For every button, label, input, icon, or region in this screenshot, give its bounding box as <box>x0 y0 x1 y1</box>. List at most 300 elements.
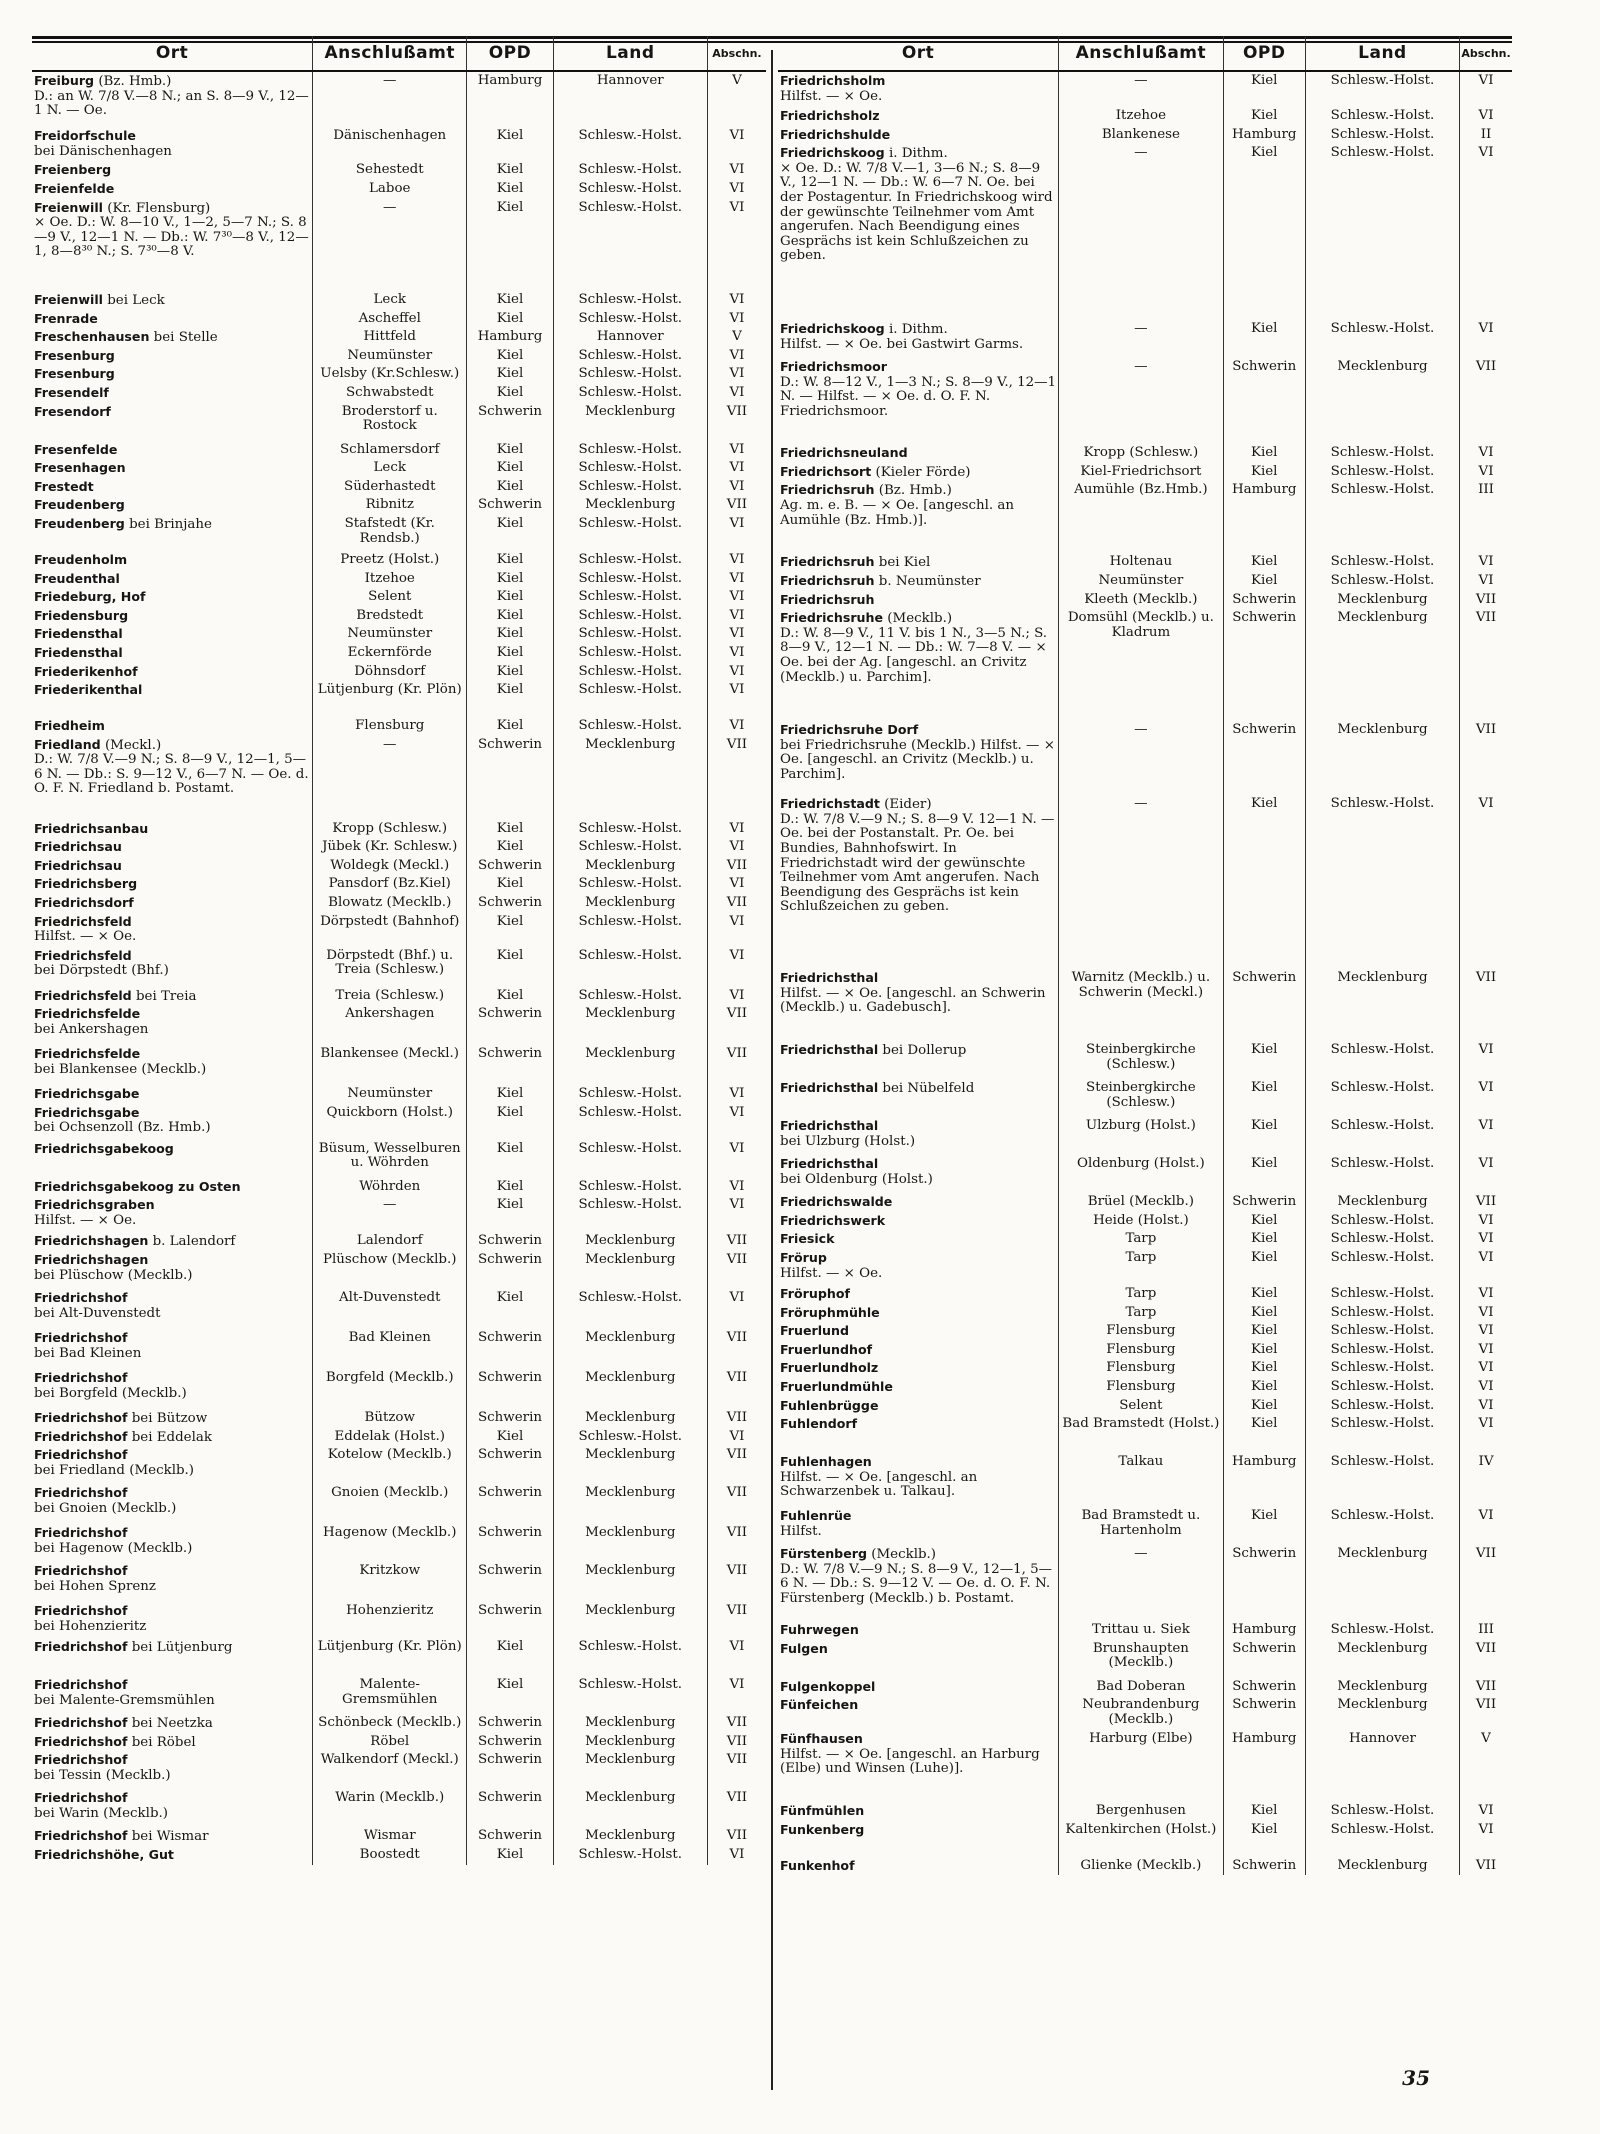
abschn-cell: VI <box>1460 1079 1512 1117</box>
land-cell: Schlesw.-Holst. <box>553 663 707 682</box>
place-name: Fürstenberg <box>780 1546 867 1562</box>
anschlussamt-cell: Eddelak (Holst.) <box>313 1428 467 1447</box>
place-name: Friedrichsgabe <box>34 1104 140 1120</box>
opd-cell: Kiel <box>1223 463 1305 482</box>
place-cell <box>32 1602 313 1638</box>
place-cell <box>32 1484 313 1524</box>
place-name: Friedrichsfeld <box>34 987 132 1003</box>
place-name: Freienwill <box>34 291 103 307</box>
place-cell <box>778 1802 1059 1821</box>
abschn-cell: VI <box>1460 553 1512 572</box>
land-cell: Schlesw.-Holst. <box>553 441 707 460</box>
land-cell: Schlesw.-Holst. <box>1305 126 1459 145</box>
abschn-cell: VI <box>1460 144 1512 320</box>
anschlussamt-cell: Bergenhusen <box>1059 1802 1223 1821</box>
table-row <box>32 1329 766 1369</box>
place-cell <box>32 478 313 497</box>
table-row <box>32 1045 766 1085</box>
place-note: bei Tessin (Mecklb.) <box>34 1768 171 1783</box>
column-divider <box>771 50 773 2090</box>
place-cell <box>32 1045 313 1085</box>
place-cell <box>778 1621 1059 1640</box>
land-cell: Schlesw.-Holst. <box>1305 553 1459 572</box>
abschn-cell: VI <box>707 875 766 894</box>
land-cell: Schlesw.-Holst. <box>1305 71 1459 107</box>
opd-cell: Kiel <box>1223 1341 1305 1360</box>
place-name: Fruerlundholz <box>780 1360 879 1376</box>
place-name: Fruerlund <box>780 1323 849 1339</box>
abschn-cell: VI <box>707 310 766 329</box>
place-note: D.: W. 8—12 V., 1—3 N.; S. 8—9 V., 12—1 N. — Hilfst. — × Oe. d. O. F. N. Friedrichsmoor. <box>780 374 1057 419</box>
land-cell: Schlesw.-Holst. <box>1305 1415 1459 1453</box>
land-cell: Mecklenburg <box>553 1789 707 1827</box>
place-cell <box>32 1676 313 1714</box>
abschn-cell: VI <box>707 1289 766 1329</box>
place-name: Friedrichshagen <box>34 1233 149 1249</box>
table-row <box>32 1005 766 1045</box>
table-row <box>778 553 1512 572</box>
abschn-cell: VI <box>707 127 766 161</box>
anschlussamt-cell: Borgfeld (Mecklb.) <box>313 1369 467 1409</box>
place-name: Friedrichsruh <box>780 591 875 607</box>
anschlussamt-cell: Preetz (Holst.) <box>313 551 467 570</box>
place-cell <box>32 441 313 460</box>
table-row <box>778 358 1512 444</box>
land-cell: Hannover <box>553 71 707 127</box>
place-qualifier: bei Bützow <box>127 1411 208 1427</box>
abschn-cell: VI <box>1460 1212 1512 1231</box>
place-cell <box>778 1304 1059 1323</box>
anschlussamt-cell: Kropp (Schlesw.) <box>313 820 467 839</box>
place-note: bei Hohenzieritz <box>34 1618 147 1634</box>
place-name: Fresendorf <box>34 403 111 419</box>
place-name: Frestedt <box>34 478 94 494</box>
land-cell: Schlesw.-Holst. <box>553 820 707 839</box>
opd-cell: Kiel <box>1223 572 1305 591</box>
table-row <box>32 570 766 589</box>
table-row <box>32 384 766 403</box>
place-cell <box>778 1041 1059 1079</box>
table-row <box>778 591 1512 610</box>
anschlussamt-cell: Itzehoe <box>313 570 467 589</box>
place-note: Hilfst. — × Oe. [angeschl. an Harburg (Elbe) und Winsen (Luhe)]. <box>780 1746 1040 1777</box>
opd-cell: Kiel <box>467 199 553 291</box>
header-opd: OPD <box>467 36 553 71</box>
anschlussamt-cell: — <box>1059 795 1223 969</box>
anschlussamt-cell: Dänischenhagen <box>313 127 467 161</box>
place-note: Hilfst. <box>780 1523 822 1539</box>
anschlussamt-cell: Bützow <box>313 1409 467 1428</box>
place-cell <box>32 347 313 366</box>
place-cell <box>32 663 313 682</box>
table-row <box>778 1285 1512 1304</box>
place-cell <box>778 1415 1059 1453</box>
header-anschlussamt: Anschlußamt <box>1059 36 1223 71</box>
land-cell: Schlesw.-Holst. <box>1305 1230 1459 1249</box>
table-row <box>778 481 1512 553</box>
place-name: Friedrichsau <box>34 857 122 873</box>
place-name: Friedeburg, Hof <box>34 589 146 605</box>
place-cell <box>778 1079 1059 1117</box>
anschlussamt-cell: Eckernförde <box>313 644 467 663</box>
abschn-cell: VI <box>707 838 766 857</box>
place-cell <box>778 591 1059 610</box>
opd-cell: Kiel <box>467 1289 553 1329</box>
place-name: Friedrichsberg <box>34 876 138 892</box>
opd-cell: Schwerin <box>467 1369 553 1409</box>
header-land: Land <box>553 36 707 71</box>
place-name: Freiburg <box>34 73 95 88</box>
place-note: bei Dänischenhagen <box>34 143 172 159</box>
table-row <box>32 459 766 478</box>
table-row <box>778 1249 1512 1285</box>
place-cell <box>778 1397 1059 1416</box>
table-row <box>32 1369 766 1409</box>
land-cell: Schlesw.-Holst. <box>1305 1155 1459 1193</box>
land-cell: Schlesw.-Holst. <box>553 1140 707 1178</box>
place-cell <box>32 180 313 199</box>
place-cell <box>32 820 313 839</box>
abschn-cell: VII <box>707 1045 766 1085</box>
place-name: Fulgen <box>780 1640 828 1656</box>
opd-cell: Kiel <box>1223 1802 1305 1821</box>
abschn-cell: VII <box>1460 1696 1512 1730</box>
anschlussamt-cell: Ankershagen <box>313 1005 467 1045</box>
anschlussamt-cell: Ribnitz <box>313 496 467 515</box>
table-row <box>778 1378 1512 1397</box>
land-cell: Schlesw.-Holst. <box>1305 107 1459 126</box>
anschlussamt-cell: Kiel-Friedrichsort <box>1059 463 1223 482</box>
opd-cell: Schwerin <box>467 496 553 515</box>
left-table-body <box>32 71 766 1865</box>
opd-cell: Kiel <box>1223 1397 1305 1416</box>
table-row <box>32 588 766 607</box>
opd-cell: Kiel <box>467 515 553 551</box>
place-cell <box>32 1827 313 1846</box>
place-qualifier: (Meckl.) <box>100 737 162 753</box>
anschlussamt-cell: Dörpstedt (Bahnhof) <box>313 913 467 947</box>
anschlussamt-cell: Tarp <box>1059 1304 1223 1323</box>
land-cell: Schlesw.-Holst. <box>1305 1341 1459 1360</box>
opd-cell: Kiel <box>1223 144 1305 320</box>
abschn-cell: VI <box>707 347 766 366</box>
place-name: Friedrichshof <box>34 1752 128 1768</box>
place-name: Fröruphof <box>780 1285 850 1301</box>
land-cell: Mecklenburg <box>553 1733 707 1752</box>
land-cell: Schlesw.-Holst. <box>1305 144 1459 320</box>
anschlussamt-cell: Stafstedt (Kr. Rendsb.) <box>313 515 467 551</box>
table-row <box>778 320 1512 358</box>
anschlussamt-cell: Bad Kleinen <box>313 1329 467 1369</box>
place-note: Hilfst. — × Oe. <box>780 88 883 104</box>
place-name: Freienfelde <box>34 181 115 196</box>
table-row <box>32 1733 766 1752</box>
place-name: Friesick <box>780 1231 835 1247</box>
place-note: × Oe. D.: W. 8—10 V., 1—2, 5—7 N.; S. 8—9 V., 12—1 N. — Db.: W. 7³⁰—8 V., 12—1, 8—8³⁰ N.; S. 7³⁰—8 V. <box>34 215 309 260</box>
land-cell: Schlesw.-Holst. <box>553 987 707 1006</box>
opd-cell: Schwerin <box>467 1562 553 1602</box>
table-row <box>778 1821 1512 1857</box>
abschn-cell: VII <box>707 403 766 441</box>
anschlussamt-cell: Harburg (Elbe) <box>1059 1730 1223 1802</box>
table-row <box>778 1397 1512 1416</box>
abschn-cell: VII <box>707 496 766 515</box>
anschlussamt-cell: Uelsby (Kr.Schlesw.) <box>313 365 467 384</box>
land-cell: Schlesw.-Holst. <box>1305 1621 1459 1640</box>
abschn-cell: VII <box>707 1602 766 1638</box>
abschn-cell: VI <box>707 625 766 644</box>
abschn-cell: VI <box>1460 1041 1512 1079</box>
place-cell <box>778 1285 1059 1304</box>
anschlussamt-cell: Schönbeck (Mecklb.) <box>313 1714 467 1733</box>
place-cell <box>778 1640 1059 1678</box>
place-qualifier: bei Treia <box>131 988 197 1004</box>
place-note: bei Friedland (Mecklb.) <box>34 1462 195 1478</box>
anschlussamt-cell: Blowatz (Mecklb.) <box>313 894 467 913</box>
abschn-cell: VI <box>1460 463 1512 482</box>
anschlussamt-cell: Wöhrden <box>313 1178 467 1197</box>
opd-cell: Kiel <box>467 291 553 310</box>
land-cell: Schlesw.-Holst. <box>1305 1378 1459 1397</box>
place-qualifier: bei Kiel <box>874 555 931 571</box>
abschn-cell: VI <box>707 987 766 1006</box>
table-row <box>32 478 766 497</box>
place-name: Friedrichshof <box>34 1410 128 1426</box>
anschlussamt-cell: Gnoien (Mecklb.) <box>313 1484 467 1524</box>
place-cell <box>32 1446 313 1484</box>
place-note: × Oe. D.: W. 7/8 V.—1, 3—6 N.; S. 8—9 V., 12—1 N. — Db.: W. 6—7 N. Oe. bei der Postagentur. In Friedrichskoog wird der gewünschte Teilnehmer vom Amt angerufen. Nach Beendigung eines Gesprächs ist kein Schlußzeichen zu geben. <box>780 160 1053 264</box>
abschn-cell: VI <box>1460 795 1512 969</box>
place-name: Friedrichshof <box>34 1330 128 1346</box>
land-cell: Mecklenburg <box>553 1251 707 1289</box>
land-cell: Mecklenburg <box>553 736 707 820</box>
abschn-cell: VI <box>707 1428 766 1447</box>
table-row <box>778 1802 1512 1821</box>
table-row <box>778 609 1512 721</box>
place-name: Friedrichshöhe, Gut <box>34 1847 174 1862</box>
land-cell: Mecklenburg <box>1305 1696 1459 1730</box>
opd-cell: Kiel <box>1223 1212 1305 1231</box>
place-cell <box>32 1846 313 1865</box>
anschlussamt-cell: Leck <box>313 459 467 478</box>
place-qualifier: bei Eddelak <box>127 1429 212 1445</box>
land-cell: Mecklenburg <box>553 403 707 441</box>
right-table <box>778 36 1512 1875</box>
opd-cell: Kiel <box>467 127 553 161</box>
place-cell <box>778 721 1059 795</box>
place-name: Friedrichshof <box>34 1603 128 1619</box>
land-cell: Mecklenburg <box>1305 1640 1459 1678</box>
opd-cell: Kiel <box>467 1085 553 1104</box>
anschlussamt-cell: Sehestedt <box>313 161 467 180</box>
anschlussamt-cell: — <box>1059 71 1223 107</box>
place-qualifier: (Kieler Förde) <box>871 464 971 480</box>
anschlussamt-cell: Heide (Holst.) <box>1059 1212 1223 1231</box>
place-name: Fruerlundhof <box>780 1341 873 1357</box>
place-cell <box>32 1428 313 1447</box>
anschlussamt-cell: Alt-Duvenstedt <box>313 1289 467 1329</box>
place-name: Friedrichsthal <box>780 1080 879 1096</box>
land-cell: Mecklenburg <box>1305 1545 1459 1621</box>
land-cell: Mecklenburg <box>553 1484 707 1524</box>
anschlussamt-cell: Flensburg <box>1059 1341 1223 1360</box>
place-cell <box>32 551 313 570</box>
abschn-cell: VI <box>1460 320 1512 358</box>
opd-cell: Kiel <box>467 1104 553 1140</box>
place-note: Hilfst. — × Oe. <box>34 1213 137 1229</box>
land-cell: Schlesw.-Holst. <box>553 310 707 329</box>
abschn-cell: VII <box>707 1751 766 1789</box>
table-row <box>32 199 766 291</box>
place-qualifier: b. Neumünster <box>874 573 981 589</box>
anschlussamt-cell: Tarp <box>1059 1230 1223 1249</box>
abschn-cell: VI <box>1460 1397 1512 1416</box>
header-opd: OPD <box>1223 36 1305 71</box>
place-name: Fresenhagen <box>34 460 126 476</box>
table-row <box>778 1640 1512 1678</box>
land-cell: Schlesw.-Holst. <box>1305 572 1459 591</box>
place-note: bei Warin (Mecklb.) <box>34 1806 168 1821</box>
land-cell: Schlesw.-Holst. <box>553 478 707 497</box>
abschn-cell: VI <box>707 681 766 717</box>
table-row <box>778 1212 1512 1231</box>
place-cell <box>32 459 313 478</box>
land-cell: Mecklenburg <box>1305 609 1459 721</box>
table-row <box>32 328 766 347</box>
table-row <box>32 180 766 199</box>
abschn-cell: VI <box>707 515 766 551</box>
abschn-cell: VI <box>707 913 766 947</box>
place-cell <box>32 987 313 1006</box>
land-cell: Schlesw.-Holst. <box>553 681 707 717</box>
abschn-cell: VI <box>1460 1155 1512 1193</box>
table-row <box>32 551 766 570</box>
abschn-cell: II <box>1460 126 1512 145</box>
opd-cell: Schwerin <box>1223 358 1305 444</box>
place-note: bei Plüschow (Mecklb.) <box>34 1267 193 1283</box>
anschlussamt-cell: Flensburg <box>1059 1378 1223 1397</box>
land-cell: Schlesw.-Holst. <box>1305 1285 1459 1304</box>
land-cell: Hannover <box>1305 1730 1459 1802</box>
opd-cell: Kiel <box>467 478 553 497</box>
place-note: Hilfst. — × Oe. [angeschl. an Schwarzenbek u. Talkau]. <box>780 1469 978 1500</box>
place-name: Friedensburg <box>34 607 129 623</box>
land-cell: Schlesw.-Holst. <box>553 161 707 180</box>
place-note: bei Malente-Gremsmühlen <box>34 1692 215 1708</box>
land-cell: Schlesw.-Holst. <box>553 384 707 403</box>
place-name: Friedrichswalde <box>780 1194 893 1210</box>
anschlussamt-cell: — <box>313 1196 467 1232</box>
anschlussamt-cell: Neubrandenburg (Mecklb.) <box>1059 1696 1223 1730</box>
place-name: Friedrichsfelde <box>34 1046 141 1062</box>
place-name: Friedrichskoog <box>780 321 885 337</box>
page-number: 35 <box>1402 2066 1430 2090</box>
place-cell <box>32 161 313 180</box>
land-cell: Schlesw.-Holst. <box>553 551 707 570</box>
land-cell: Schlesw.-Holst. <box>1305 1212 1459 1231</box>
place-name: Friedrichshof <box>34 1428 128 1444</box>
place-name: Friedrichsruh <box>780 554 875 570</box>
abschn-cell: VII <box>707 1562 766 1602</box>
place-cell <box>778 1857 1059 1876</box>
place-note: bei Ankershagen <box>34 1021 149 1037</box>
abschn-cell: IV <box>1460 1453 1512 1507</box>
opd-cell: Kiel <box>467 1638 553 1676</box>
table-row <box>778 1041 1512 1079</box>
table-row <box>32 515 766 551</box>
land-cell: Mecklenburg <box>1305 1678 1459 1697</box>
place-name: Fresenburg <box>34 347 115 363</box>
anschlussamt-cell: Selent <box>313 588 467 607</box>
opd-cell: Schwerin <box>1223 1678 1305 1697</box>
table-row <box>32 1638 766 1676</box>
opd-cell: Schwerin <box>467 1232 553 1251</box>
abschn-cell: VI <box>1460 1359 1512 1378</box>
opd-cell: Kiel <box>467 820 553 839</box>
abschn-cell: VI <box>707 478 766 497</box>
place-cell <box>32 644 313 663</box>
place-name: Frörup <box>780 1249 827 1265</box>
opd-cell: Kiel <box>467 875 553 894</box>
anschlussamt-cell: Kotelow (Mecklb.) <box>313 1446 467 1484</box>
place-note: bei Alt-Duvenstedt <box>34 1305 161 1321</box>
place-name: Friedrichshof <box>34 1525 128 1541</box>
anschlussamt-cell: Lütjenburg (Kr. Plön) <box>313 1638 467 1676</box>
table-row <box>778 969 1512 1041</box>
abschn-cell: VI <box>1460 1415 1512 1453</box>
abschn-cell: VI <box>707 441 766 460</box>
anschlussamt-cell: Laboe <box>313 180 467 199</box>
opd-cell: Kiel <box>1223 1285 1305 1304</box>
table-row <box>32 347 766 366</box>
land-cell: Mecklenburg <box>1305 721 1459 795</box>
place-cell <box>32 1751 313 1789</box>
table-row <box>778 1415 1512 1453</box>
land-cell: Schlesw.-Holst. <box>553 1085 707 1104</box>
right-table-body <box>778 71 1512 1875</box>
place-cell <box>32 625 313 644</box>
table-row <box>32 717 766 736</box>
abschn-cell: VI <box>707 1140 766 1178</box>
place-cell <box>32 894 313 913</box>
anschlussamt-cell: — <box>1059 1545 1223 1621</box>
place-qualifier: (Eider) <box>879 797 932 813</box>
land-cell: Hannover <box>553 328 707 347</box>
place-name: Freidorfschule <box>34 128 136 143</box>
place-name: Freienberg <box>34 162 112 177</box>
place-cell <box>32 515 313 551</box>
abschn-cell: VI <box>707 820 766 839</box>
place-cell <box>32 1140 313 1178</box>
opd-cell: Kiel <box>467 384 553 403</box>
place-cell <box>32 365 313 384</box>
table-row <box>32 913 766 947</box>
abschn-cell: VI <box>707 365 766 384</box>
table-row <box>32 1178 766 1197</box>
place-qualifier: bei Wismar <box>127 1829 209 1845</box>
place-name: Friederikenhof <box>34 663 138 679</box>
land-cell: Schlesw.-Holst. <box>1305 481 1459 553</box>
opd-cell: Kiel <box>1223 444 1305 463</box>
table-row <box>778 1117 1512 1155</box>
land-cell: Schlesw.-Holst. <box>553 1846 707 1865</box>
anschlussamt-cell: Plüschow (Mecklb.) <box>313 1251 467 1289</box>
opd-cell: Schwerin <box>467 403 553 441</box>
land-cell: Mecklenburg <box>1305 591 1459 610</box>
anschlussamt-cell: Glienke (Mecklb.) <box>1059 1857 1223 1876</box>
abschn-cell: V <box>707 328 766 347</box>
opd-cell: Kiel <box>1223 1155 1305 1193</box>
